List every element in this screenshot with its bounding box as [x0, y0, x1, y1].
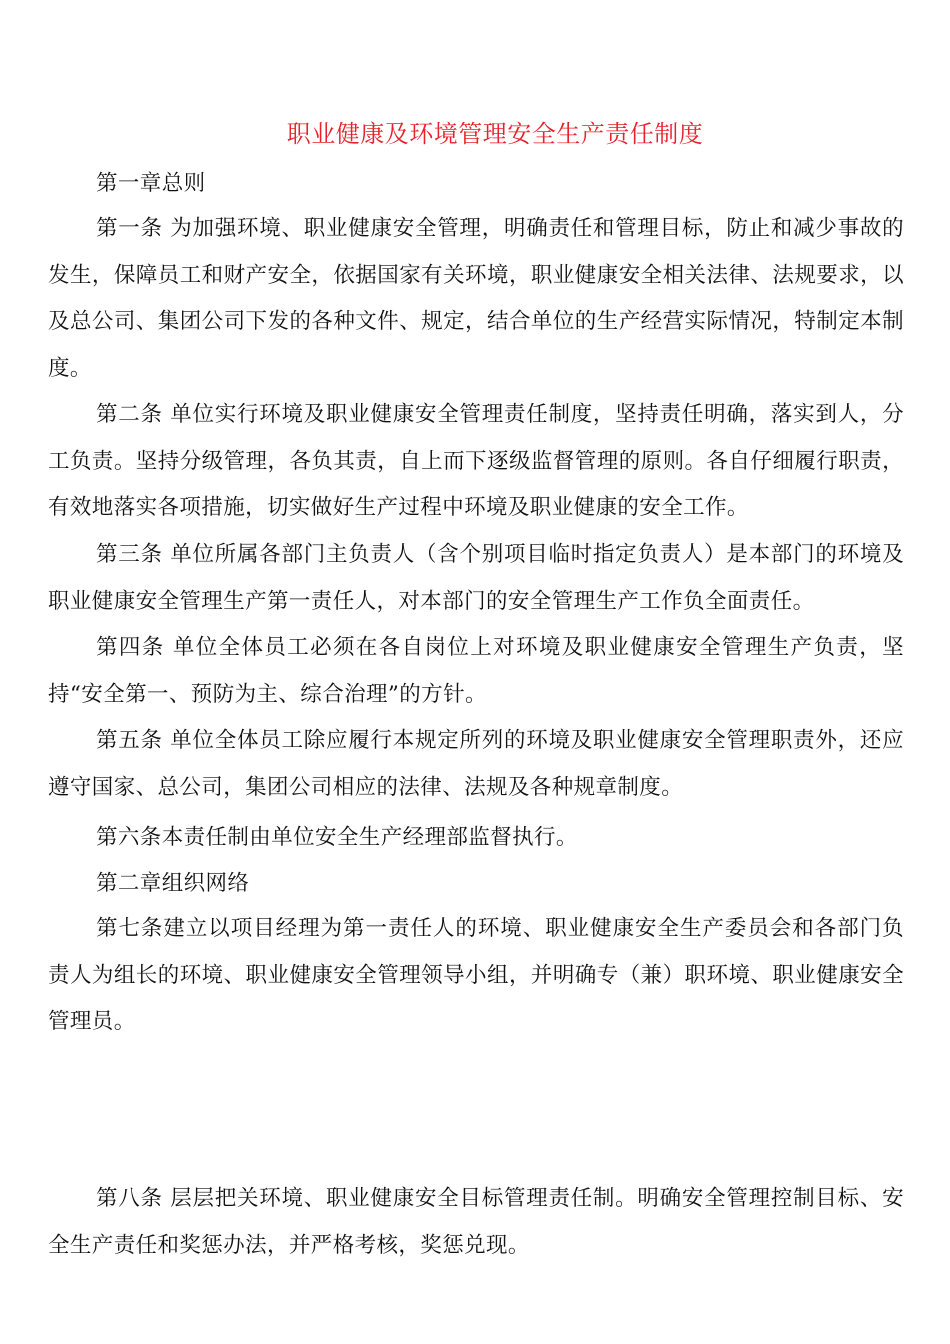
article-5: 第五条 单位全体员工除应履行本规定所列的环境及职业健康安全管理职责外，还应遵守国家、总公司，集团公司相应的法律、法规及各种规章制度。 — [48, 728, 904, 800]
chapter-heading-1: 第一章总则 — [96, 171, 206, 196]
article-8: 第八条 层层把关环境、职业健康安全目标管理责任制。明确安全管理控制目标、安全生产责任和奖惩办法，并严格考核，奖惩兑现。 — [48, 1186, 904, 1258]
article-2: 第二条 单位实行环境及职业健康安全管理责任制度，坚持责任明确，落实到人，分工负责。坚持分级管理，各负其责，自上而下逐级监督管理的原则。各自仔细履行职责，有效地落实各项措施，切实做好生产过程中环境及职业健康的安全工作。 — [48, 402, 904, 520]
article-6: 第六条本责任制由单位安全生产经理部监督执行。 — [96, 825, 578, 850]
article-7: 第七条建立以项目经理为第一责任人的环境、职业健康安全生产委员会和各部门负责人为组长的环境、职业健康安全管理领导小组，并明确专（兼）职环境、职业健康安全管理员。 — [48, 916, 904, 1034]
article-3: 第三条 单位所属各部门主负责人（含个别项目临时指定负责人）是本部门的环境及职业健康安全管理生产第一责任人，对本部门的安全管理生产工作负全面责任。 — [48, 542, 904, 614]
article-1: 第一条 为加强环境、职业健康安全管理，明确责任和管理目标，防止和减少事故的发生，保障员工和财产安全，依据国家有关环境，职业健康安全相关法律、法规要求，以及总公司、集团公司下发的各种文件、规定，结合单位的生产经营实际情况，特制定本制度。 — [48, 216, 904, 381]
article-4: 第四条 单位全体员工必须在各自岗位上对环境及职业健康安全管理生产负责，坚持“安全第一、预防为主、综合治理”的方针。 — [48, 635, 904, 707]
chapter-heading-2: 第二章组织网络 — [96, 871, 250, 896]
document-title: 职业健康及环境管理安全生产责任制度 — [286, 120, 704, 148]
